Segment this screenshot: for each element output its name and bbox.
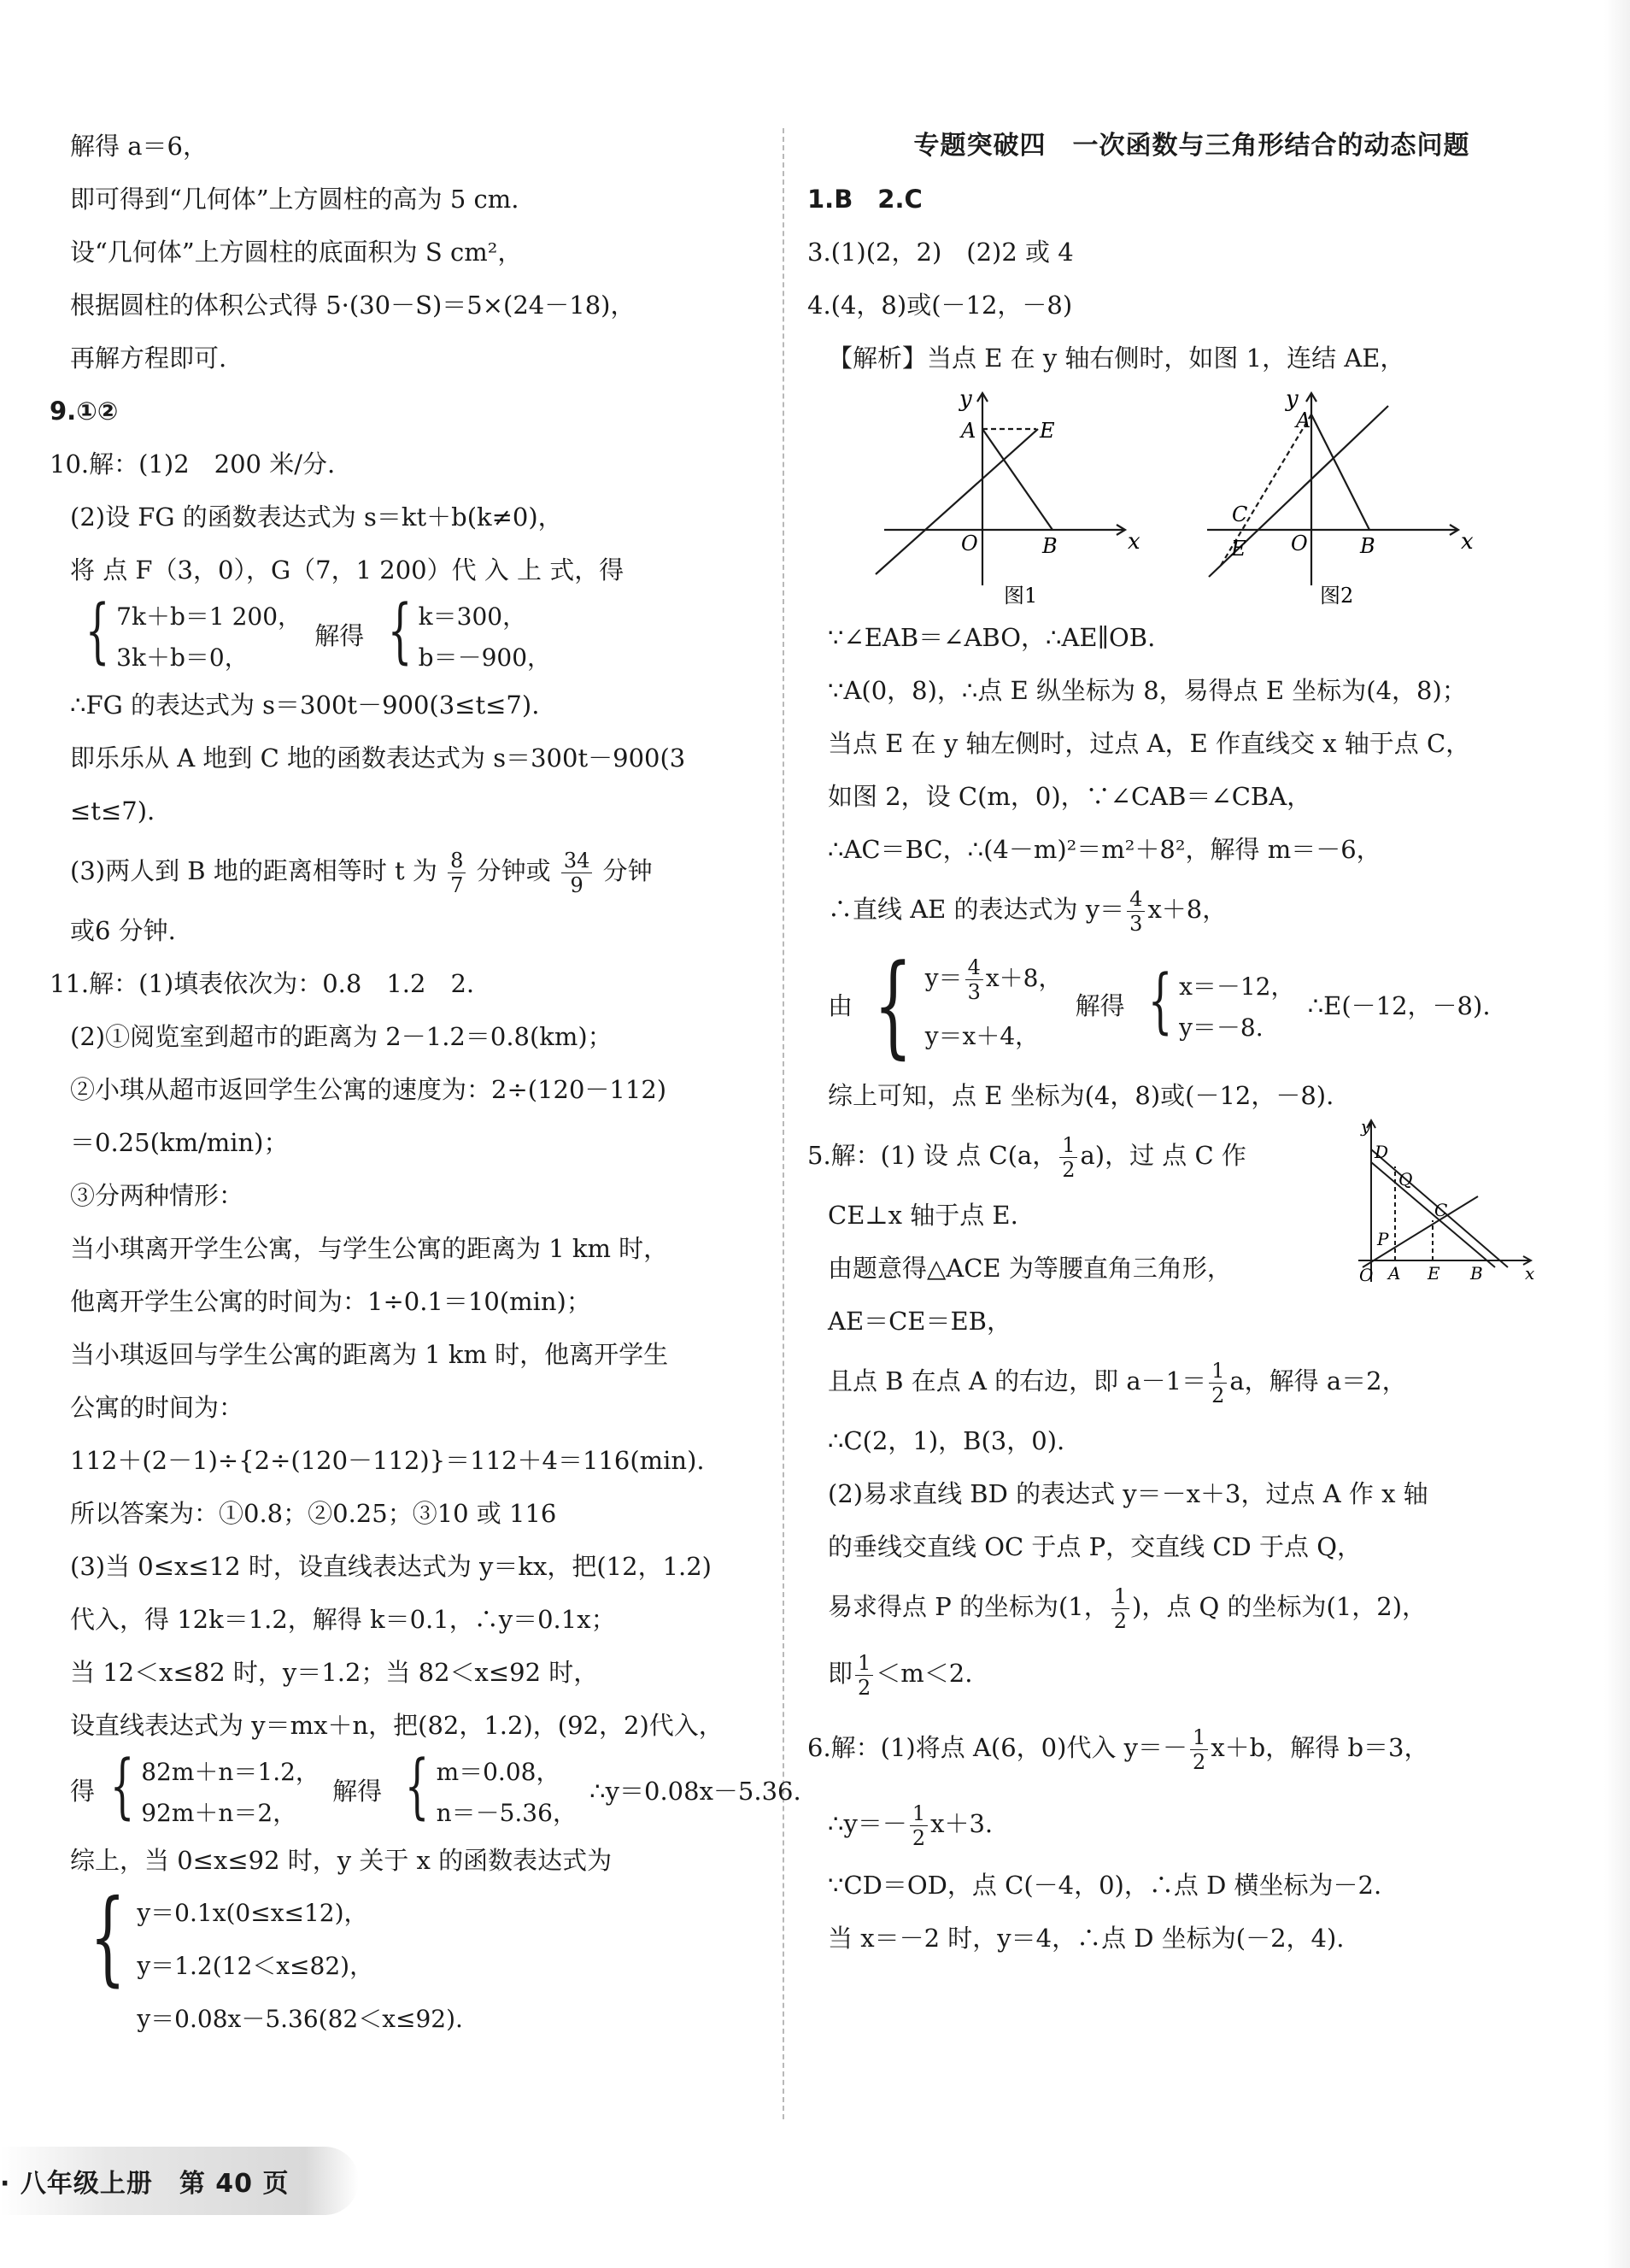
text-line: (3)当 0≤x≤12 时，设直线表达式为 y＝kx，把(12，1.2) <box>70 1552 712 1581</box>
fraction: $\frac{8}{7}$ <box>448 849 466 897</box>
text-line: 当 x＝－2 时，y＝4，∴点 D 坐标为(－2，4). <box>828 1924 1345 1953</box>
fraction: $\frac{1}{2}$ <box>855 1651 873 1700</box>
text-line: 将 点 F（3，0），G（7，1 200）代 入 上 式，得 <box>70 555 624 585</box>
text-line: ∵A(0，8)，∴点 E 纵坐标为 8，易得点 E 坐标为(4，8)； <box>828 676 1467 705</box>
answer-5-part1: 5.解：(1) 设 点 C(a， $\frac{1}{2}$ a)，过 点 C 作 <box>807 1132 1246 1182</box>
equation: 92m＋n＝2， <box>141 1799 297 1827</box>
equation: 82m＋n＝1.2， <box>141 1758 320 1786</box>
text-line: 当小琪返回与学生公寓的距离为 1 km 时，他离开学生 <box>70 1340 669 1369</box>
equation-system-ae: 由 { y＝ $\frac{4}{3}$ x＋8， y＝x＋4， 解得 { x＝－12， y＝－8. ∴E(－12，－8). <box>828 940 1491 1070</box>
point-label: E <box>1040 419 1055 443</box>
fraction: $\frac{4}{3}$ <box>1127 887 1145 936</box>
fraction: $\frac{1}{2}$ <box>910 1801 928 1850</box>
system: { y＝0.1x(0≤x≤12)， y＝1.2(12＜x≤82)， y＝0.08x－5.36(82＜x≤92). <box>75 1887 463 2046</box>
text-line: 综上可知，点 E 坐标为(4，8)或(－12，－8). <box>828 1081 1334 1110</box>
answer-5-block <box>807 1116 1576 1348</box>
text-line: 112＋(2－1)÷{2÷(120－112)}＝112＋4＝116(min). <box>70 1446 705 1475</box>
equation: m＝0.08， <box>436 1758 560 1786</box>
answer-3: 3.(1)(2，2) (2)2 或 4 <box>807 238 1074 267</box>
equation: x＝－12， <box>1179 972 1295 1001</box>
text-line: 根据圆柱的体积公式得 5·(30－S)＝5×(24－18)， <box>70 291 636 320</box>
point-label: O <box>961 532 978 555</box>
figure-1 <box>876 393 1125 585</box>
point-label: B <box>1042 534 1058 558</box>
text-line: 或6 分钟. <box>70 916 176 945</box>
axis-label: x <box>1128 529 1140 555</box>
point-label: C <box>1232 502 1248 526</box>
fraction: $\frac{1}{2}$ <box>1209 1359 1227 1407</box>
answer-10-part1: 10.解：(1)2 200 米/分. <box>50 449 336 479</box>
text-line: 所以答案为：①0.8；②0.25；③10 或 116 <box>70 1499 557 1528</box>
segment-ab <box>982 429 1052 530</box>
text-line: AE＝CE＝EB， <box>828 1307 1011 1336</box>
text-line: (2)①阅览室到超市的距离为 2－1.2＝0.8(km)； <box>70 1022 613 1051</box>
point-label: B <box>1470 1263 1483 1284</box>
equation: y＝0.1x(0≤x≤12)， <box>137 1899 368 1927</box>
equation: 7k＋b＝1 200， <box>116 602 302 631</box>
text-line: 如图 2，设 C(m，0)，∵∠CAB＝∠CBA， <box>828 782 1312 811</box>
point-label: C <box>1434 1200 1448 1220</box>
answer-5-p: 易求得点 P 的坐标为(1， $\frac{1}{2}$ )，点 Q 的坐标为(1，2)， <box>828 1583 1428 1633</box>
solve-label: 解得 <box>332 1777 383 1806</box>
text-line: ②小琪从超市返回学生公寓的速度为：2÷(120－112) <box>70 1075 667 1104</box>
point-label: A <box>1296 408 1311 432</box>
answer-1-2: 1.B 2.C <box>807 185 923 214</box>
point-label: O <box>1291 532 1308 555</box>
piecewise-function <box>50 1878 759 2046</box>
text-line: ∵CD＝OD，点 C(－4，0)，∴点 D 横坐标为－2. <box>828 1871 1382 1900</box>
section-title: 专题突破四 一次函数与三角形结合的动态问题 <box>913 131 1470 161</box>
text-line: 解得 a＝6， <box>70 132 208 161</box>
text-line: (2)易求直线 BD 的表达式 y＝－x＋3，过点 A 作 x 轴 <box>828 1479 1428 1508</box>
equation: 3k＋b＝0， <box>116 643 249 672</box>
text-line: 的垂线交直线 OC 于点 P，交直线 CD 于点 Q， <box>828 1532 1363 1561</box>
equation: y＝x＋4， <box>924 1022 1040 1050</box>
system: { 7k＋b＝1 200， 3k＋b＝0， <box>75 596 302 679</box>
equation: y＝ $\frac{4}{3}$ x＋8， <box>924 955 1063 1004</box>
figures-1-2 <box>807 385 1576 611</box>
answer-4: 4.(4，8)或(－12，－8) <box>807 291 1073 320</box>
solve-label: 解得 <box>314 621 365 650</box>
system: { x＝－12， y＝－8. <box>1138 967 1295 1049</box>
text-line: 综上，当 0≤x≤92 时，y 关于 x 的函数表达式为 <box>70 1846 613 1875</box>
text-line: 他离开学生公寓的时间为：1÷0.1＝10(min)； <box>70 1287 591 1316</box>
fraction: $\frac{1}{2}$ <box>1190 1725 1208 1774</box>
text-line: (2)设 FG 的函数表达式为 s＝kt＋b(k≠0)， <box>70 502 563 532</box>
line-ae-expression: ∴直线 AE 的表达式为 y＝ $\frac{4}{3}$ x＋8， <box>828 886 1228 936</box>
system: { m＝0.08， n＝－5.36， <box>395 1752 577 1834</box>
axis-label: x <box>1461 529 1474 555</box>
figure-caption: 图1 <box>1004 584 1038 608</box>
point-label: Q <box>1398 1169 1413 1190</box>
equation: y＝1.2(12＜x≤82)， <box>137 1952 374 1980</box>
text-line: 设“几何体”上方圆柱的底面积为 S cm²， <box>70 238 523 267</box>
text-line: 即可得到“几何体”上方圆柱的高为 5 cm. <box>70 185 519 214</box>
figure-1-2-svg <box>807 385 1576 611</box>
point-label: O <box>1359 1265 1374 1285</box>
text-line: 设直线表达式为 y＝mx＋n，把(82，1.2)，(92，2)代入， <box>70 1711 724 1740</box>
axis-label: y <box>959 386 972 412</box>
text-line: ∵∠EAB＝∠ABO，∴AE∥OB. <box>828 623 1156 652</box>
answer-6-part1: 6.解：(1)将点 A(6，0)代入 y＝－ $\frac{1}{2}$ x＋b，解得 b＝3， <box>807 1725 1429 1774</box>
text-line: 再解方程即可. <box>70 344 227 373</box>
text-line: CE⊥x 轴于点 E. <box>828 1201 1018 1230</box>
system: { y＝ $\frac{4}{3}$ x＋8， y＝x＋4， <box>873 940 1063 1070</box>
page-footer: · 八年级上册 第 40 页 <box>0 2169 290 2199</box>
answer-6-expr: ∴y＝－ $\frac{1}{2}$ x＋3. <box>828 1801 994 1850</box>
axis-label: y <box>1361 1116 1371 1137</box>
line-ae-extended <box>876 429 1038 574</box>
column-divider <box>783 128 784 2119</box>
equation: n＝－5.36， <box>436 1799 577 1827</box>
answer-11-part1: 11.解：(1)填表依次为：0.8 1.2 2. <box>50 969 475 998</box>
text-line: ∴FG 的表达式为 s＝300t－900(3≤t≤7). <box>70 690 540 720</box>
equation-system-mn: 得 { 82m＋n＝1.2， 92m＋n＝2， 解得 { m＝0.08， n＝－5.36， ∴y＝0.08x－5.36. <box>50 1752 759 1834</box>
point-label: A <box>1388 1263 1401 1284</box>
system: { 82m＋n＝1.2， 92m＋n＝2， <box>100 1752 320 1834</box>
text-line: 由题意得△ACE 为等腰直角三角形， <box>828 1254 1232 1283</box>
axis-label: y <box>1286 386 1299 412</box>
left-column <box>50 120 801 2046</box>
fraction: $\frac{34}{9}$ <box>561 849 593 897</box>
text-line: 即乐乐从 A 地到 C 地的函数表达式为 s＝300t－900(3 <box>70 743 686 773</box>
figure-3 <box>1354 1115 1542 1286</box>
analysis-line: 【解析】当点 E 在 y 轴右侧时，如图 1，连结 AE， <box>828 344 1405 373</box>
equation: k＝300， <box>418 602 527 631</box>
answer-10-part3: (3)两人到 B 地的距离相等时 t 为 $\frac{8}{7}$ 分钟或 $\frac{34}{9}$ 分钟 <box>70 848 653 897</box>
answer-9: 9.①② <box>50 397 119 426</box>
point-label: A <box>961 419 976 443</box>
point-label: B <box>1360 534 1375 558</box>
text-line: 当点 E 在 y 轴左侧时，过点 A，E 作直线交 x 轴于点 C， <box>828 729 1471 758</box>
fraction: $\frac{1}{2}$ <box>1111 1584 1129 1633</box>
solve-label: 解得 <box>1075 991 1125 1020</box>
point-label: E <box>1231 537 1246 561</box>
point-label: D <box>1375 1142 1389 1162</box>
text-line: 代入，得 12k＝1.2，解得 k＝0.1，∴y＝0.1x； <box>70 1605 616 1634</box>
text-line: ③分两种情形： <box>70 1181 244 1210</box>
text-line: 当小琪离开学生公寓，与学生公寓的距离为 1 km 时， <box>70 1234 669 1263</box>
text-line: 公寓的时间为： <box>70 1393 244 1422</box>
answer-5-m: 即 $\frac{1}{2}$ ＜m＜2. <box>828 1650 973 1700</box>
equation: y＝－8. <box>1179 1014 1264 1042</box>
point-label: E <box>1428 1263 1440 1284</box>
point-label: P <box>1377 1229 1389 1249</box>
text-line: ≤t≤7). <box>70 796 155 826</box>
axis-label: x <box>1525 1263 1535 1284</box>
text-line: 当 12＜x≤82 时，y＝1.2；当 82＜x≤92 时， <box>70 1658 599 1687</box>
answer-5-b: 且点 B 在点 A 的右边，即 a－1＝ $\frac{1}{2}$ a，解得 a＝2， <box>828 1358 1407 1407</box>
text-line: ∴C(2，1)，B(3，0). <box>828 1426 1065 1455</box>
equation-system-fg <box>50 591 759 679</box>
figure-caption: 图2 <box>1320 584 1354 608</box>
text-line: ∴AC＝BC，∴(4－m)²＝m²＋8²，解得 m＝－6， <box>828 835 1381 864</box>
system: { k＝300， b＝－900， <box>378 596 552 679</box>
scan-edge <box>1604 0 1630 2268</box>
equation: y＝0.08x－5.36(82＜x≤92). <box>137 2005 463 2033</box>
text-line: ＝0.25(km/min)； <box>70 1128 289 1157</box>
right-column <box>807 120 1576 1965</box>
equation: b＝－900， <box>418 643 552 672</box>
fraction: $\frac{1}{2}$ <box>1059 1133 1077 1182</box>
